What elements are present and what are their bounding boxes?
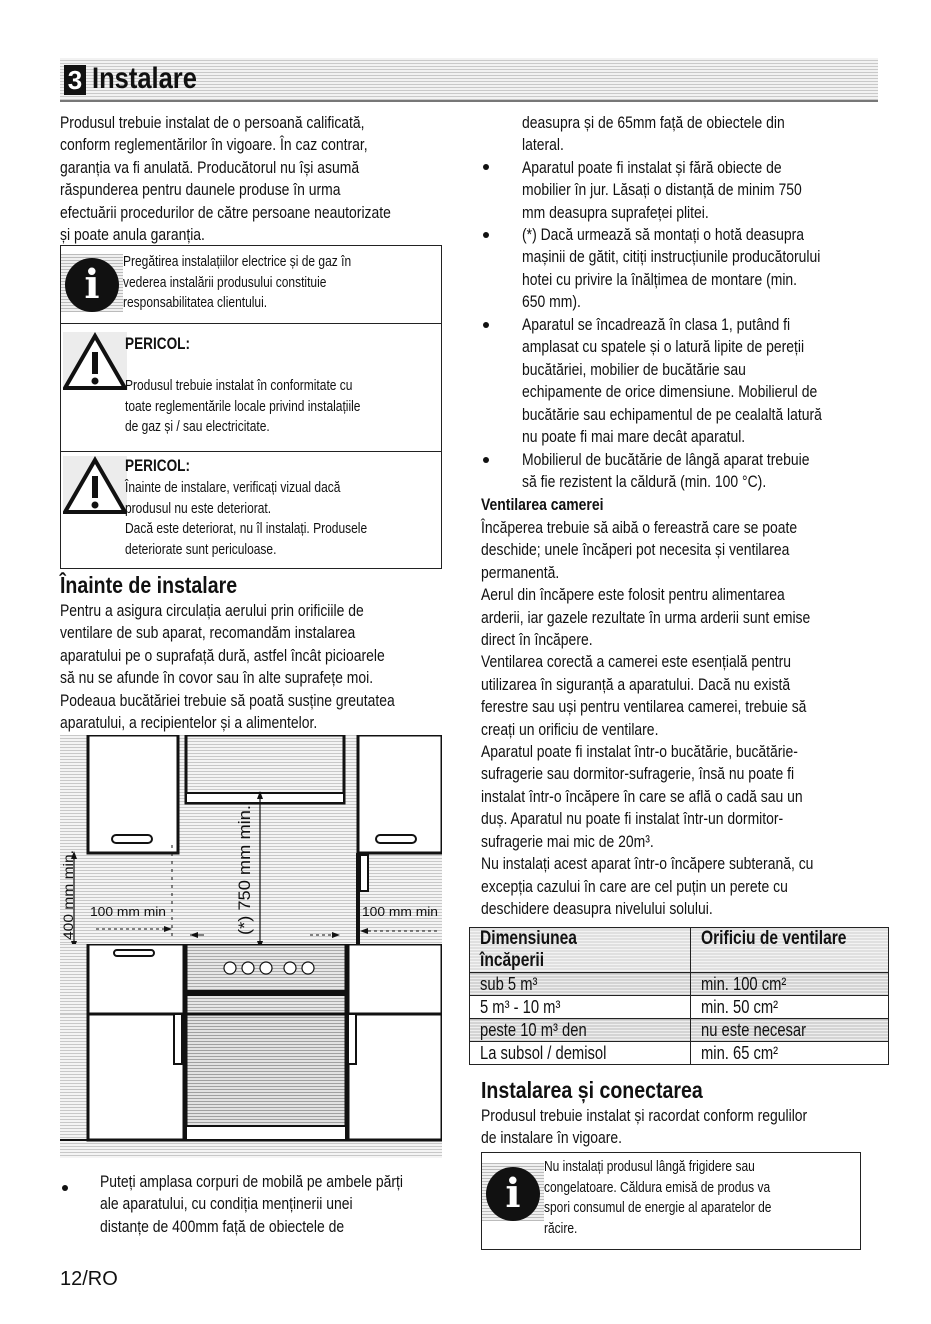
text-line: utilizarea în siguranță a aparatului. Dacă nu există xyxy=(481,674,791,694)
text-line: Pentru a asigura circulația aerului prin orificiile de xyxy=(60,601,364,620)
text-line: conform reglementărilor în vigoare. În caz contrar, xyxy=(60,135,368,155)
danger-label-text: PERICOL: xyxy=(125,456,190,475)
subsection-heading xyxy=(481,494,630,516)
text-line: produsul nu este deteriorat. xyxy=(125,499,272,517)
text-line: amplasat cu spatele și o latură lipite de pereții xyxy=(522,337,805,357)
label-100-right: 100 mm min xyxy=(362,904,438,919)
text-line: toate reglementările locale privind instalațiile xyxy=(125,397,361,415)
text-line: de gaz și / sau electricitate. xyxy=(125,418,270,435)
text-line: Nu instalați produsul lângă frigidere sau xyxy=(544,1158,755,1175)
text-line: arderii, iar gazele rezultate în urma arderii sunt emise xyxy=(481,607,811,627)
table-cell xyxy=(470,1042,691,1065)
ventilation-table xyxy=(469,927,889,1065)
info-text xyxy=(544,1157,828,1239)
cell-text: min. 50 cm² xyxy=(701,997,779,1017)
text-line: Dacă este deteriorat, nu îl instalați. Produsele xyxy=(125,520,368,537)
text-line: creați un orificiu de ventilare. xyxy=(481,719,659,739)
notice-box xyxy=(60,245,442,569)
text-line: Pregătirea instalațiilor electrice și de gaz în xyxy=(123,253,352,270)
table-row xyxy=(470,973,889,996)
cell-text: La subsol / demisol xyxy=(480,1043,607,1063)
text-line: sufragerie mai mic de 20m³. xyxy=(481,831,654,851)
info-icon: i xyxy=(486,1167,540,1221)
text-line: lateral. xyxy=(522,135,564,155)
text-line: efectuării procedurilor de către persoane neautorizate xyxy=(60,202,391,222)
table-cell xyxy=(691,1042,889,1065)
info-text xyxy=(123,252,408,314)
danger-label xyxy=(125,456,206,477)
text-line: Aparatul poate fi instalat și fără obiecte de xyxy=(522,158,782,177)
text-line: permanentă. xyxy=(481,562,560,582)
text-line: (*) Dacă urmează să montați o hotă deasupra xyxy=(522,225,805,244)
text-line: aparatului, a recipientelor și a alimentelor. xyxy=(60,713,318,733)
text-line: garanția va fi anulată. Producătorul nu își asumă xyxy=(60,157,360,177)
bullet-item xyxy=(100,1171,452,1238)
text-line: mașinii de gătit, citiți instrucțiunile producătorului xyxy=(522,247,821,267)
text-line: Aerul din încăpere este folosit pentru alimentarea xyxy=(481,585,785,605)
text-line: nu poate fi mai mare decât aparatul. xyxy=(522,427,746,447)
bullet-item xyxy=(522,157,872,224)
text-line: Produsul trebuie instalat în conformitate cu xyxy=(125,377,353,394)
install-connect-paragraph xyxy=(481,1105,873,1150)
text-line: mm deasupra suprafeței plitei. xyxy=(522,202,709,222)
oven-drawing xyxy=(60,944,442,1014)
bullet-dot xyxy=(483,232,489,238)
text-line: răcire. xyxy=(544,1219,578,1237)
chapter-header xyxy=(60,58,878,102)
text-line: Ventilarea corectă a camerei este esențială pentru xyxy=(481,652,791,672)
text-line: Produsul trebuie instalat și racordat conform regulilor xyxy=(481,1106,808,1125)
text-line: 650 mm). xyxy=(522,292,581,312)
intro-paragraph xyxy=(60,112,448,246)
text-line: deschidere deasupra nivelului solului. xyxy=(481,898,713,918)
chapter-number: 3 xyxy=(64,65,86,95)
text-line: ale aparatului, cu condiția menținerii unei xyxy=(100,1194,353,1214)
chapter-title: Instalare xyxy=(92,62,197,95)
info-icon: i xyxy=(65,258,119,312)
cell-text: min. 100 cm² xyxy=(701,974,787,994)
text-line: excepția cazului în care are cel puțin un perete cu xyxy=(481,876,788,896)
table-row xyxy=(470,996,889,1019)
table-cell xyxy=(470,996,691,1019)
ventilation-paragraph xyxy=(481,517,873,920)
bullet-dot xyxy=(483,457,489,463)
table-cell xyxy=(691,973,889,996)
table-header xyxy=(691,928,889,973)
info-icon-bg xyxy=(61,254,123,312)
info-icon-bg xyxy=(482,1163,544,1221)
installation-diagram xyxy=(60,735,442,967)
cell-text: 5 m³ - 10 m³ xyxy=(480,997,561,1017)
bullet-dot xyxy=(483,164,489,170)
text-line: să nu se afunde în covor sau în alte suprafețe moi. xyxy=(60,668,374,688)
text-line: bucătărie sau echipamentul de pe cealaltă latură xyxy=(522,404,822,424)
text-line: Aparatul poate fi instalat într-o bucătărie, bucătărie- xyxy=(481,742,798,762)
cell-text: nu este necesar xyxy=(701,1020,807,1040)
text-line: Aparatul se încadrează în clasa 1, putând fi xyxy=(522,315,791,334)
warning-icon xyxy=(63,456,127,514)
bullet-item xyxy=(522,314,872,448)
text-line: echipamente de orice dimensiune. Mobilierul de xyxy=(522,382,818,402)
section-heading xyxy=(60,572,268,598)
table-header xyxy=(470,928,691,973)
text-line: vederea instalării produsului constituie xyxy=(123,273,327,291)
text-line: răspunderea pentru daunele produse în urma xyxy=(60,180,341,200)
text-line: Podeaua bucătăriei trebuie să poată susține greutatea xyxy=(60,690,395,710)
page-number: 12/RO xyxy=(60,1268,118,1290)
label-100-left: 100 mm min xyxy=(90,904,166,919)
left-column xyxy=(60,112,448,246)
text-line: duș. Aparatul nu poate fi instalat într-un dormitor- xyxy=(481,809,784,829)
text-line: și poate anula garanția. xyxy=(60,225,205,245)
text-line: distanțe de 400mm față de obiectele de xyxy=(100,1216,345,1236)
bullet-dot xyxy=(62,1185,68,1191)
text-line: mobilier în jur. Lăsați o distanță de minim 750 xyxy=(522,180,802,200)
info-notice-2 xyxy=(481,1152,861,1250)
heading-text: Ventilarea camerei xyxy=(481,495,604,514)
cabinet-drawing xyxy=(60,1014,442,1158)
text-line: hotei cu privire la înălțimea de montare (min. xyxy=(522,269,798,289)
bullet-dot xyxy=(483,322,489,328)
heading-text: Instalarea și conectarea xyxy=(481,1077,703,1103)
table-cell xyxy=(691,996,889,1019)
danger-notice-1 xyxy=(61,324,441,452)
text-line: deasupra și de 65mm față de obiectele din xyxy=(522,113,785,132)
text-line: aparatului pe o suprafață dură, astfel încât picioarele xyxy=(60,645,385,665)
text-line: ventilare de sub aparat, recomandăm instalarea xyxy=(60,623,356,643)
text-line: Nu instalați acest aparat într-o încăpere subterană, cu xyxy=(481,854,814,874)
text-line: spori consumul de energie al aparatelor de xyxy=(544,1199,772,1216)
table-row xyxy=(470,1042,889,1065)
label-400: 400 mm min. xyxy=(60,859,76,940)
table-cell xyxy=(470,1019,691,1042)
text-line: bucătăriei, mobilier de bucătărie sau xyxy=(522,359,746,379)
text-line: Mobilierul de bucătărie de lângă aparat trebuie xyxy=(522,450,810,469)
warning-icon xyxy=(63,332,127,390)
text-line: deteriorate sunt periculoase. xyxy=(125,540,277,558)
text-line: Înainte de instalare, verificați vizual dacă xyxy=(125,479,341,496)
info-notice xyxy=(61,246,441,324)
danger-text xyxy=(125,478,428,560)
text-line: responsabilitatea clientului. xyxy=(123,294,268,311)
text-line: de instalare în vigoare. xyxy=(481,1128,623,1148)
text-line: direct în încăpere. xyxy=(481,630,593,650)
before-install-paragraph xyxy=(60,600,448,734)
bullet-item xyxy=(522,224,872,314)
text-line: sufragerie sau dormitor-sufragerie, însă nu poate fi xyxy=(481,764,795,784)
danger-label-text: PERICOL: xyxy=(125,334,190,353)
text-line: Încăperea trebuie să aibă o fereastră care se poate xyxy=(481,518,798,537)
section-heading xyxy=(481,1077,742,1103)
danger-notice-2 xyxy=(61,452,441,570)
cell-text: peste 10 m³ den xyxy=(480,1020,587,1040)
text-line: Puteți amplasa corpuri de mobilă pe ambele părți xyxy=(100,1172,403,1191)
text-line: instalat într-o încăpere în care se află o cadă sau un xyxy=(481,786,803,806)
text-line: deschide; unele încăperi pot necesita și ventilarea xyxy=(481,540,790,560)
table-header-row xyxy=(470,928,889,973)
text-line: să fie rezistent la căldură (min. 100 °C). xyxy=(522,472,767,492)
cell-text: sub 5 m³ xyxy=(480,974,538,994)
header-text: Dimensiunea încăperii xyxy=(480,928,577,971)
right-continuation xyxy=(522,112,872,157)
header-text: Orificiu de ventilare xyxy=(701,928,847,949)
danger-text xyxy=(125,376,419,438)
bullet-item xyxy=(522,449,872,494)
table-row xyxy=(470,1019,889,1042)
danger-label xyxy=(125,334,206,355)
text-line: Produsul trebuie instalat de o persoană calificată, xyxy=(60,113,365,132)
table-cell xyxy=(470,973,691,996)
text-line: congelatoare. Căldura emisă de produs va xyxy=(544,1178,771,1196)
label-750: (*) 750 mm min. xyxy=(235,814,254,935)
table-cell xyxy=(691,1019,889,1042)
heading-text: Înainte de instalare xyxy=(60,572,238,598)
cell-text: min. 65 cm² xyxy=(701,1043,779,1063)
text-line: ferestre sau uși pentru ventilarea camerei, trebuie să xyxy=(481,697,807,717)
